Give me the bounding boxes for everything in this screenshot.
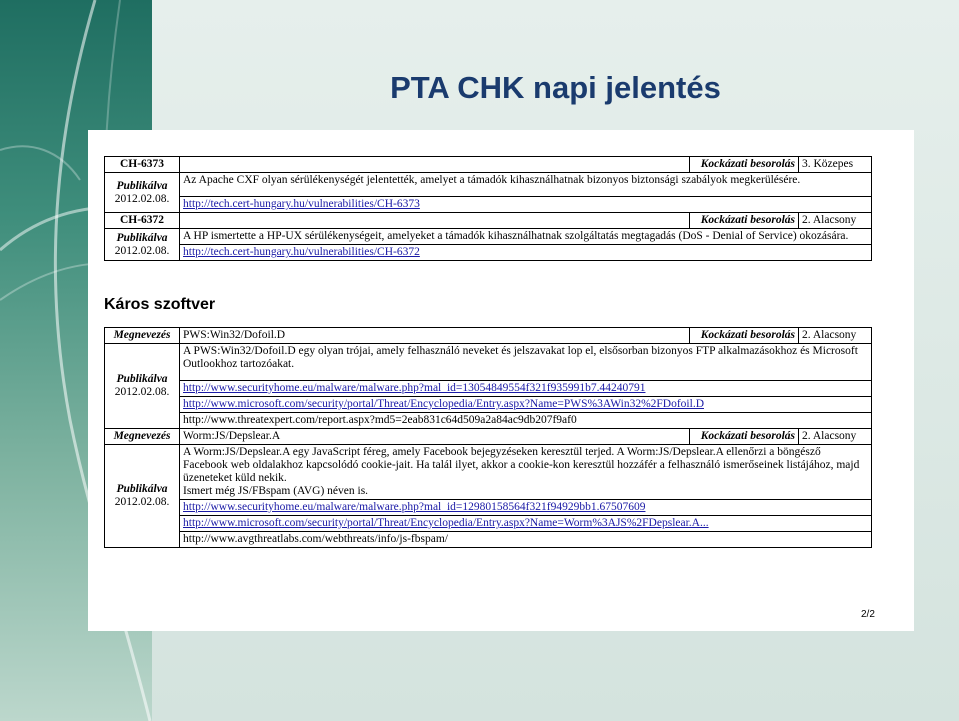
- vuln-description: Az Apache CXF olyan sérülékenységét jelentették, amelyet a támadók kihasználhatnak bizonyos biztonsági szabályok megkerülésére.: [180, 173, 872, 197]
- table-row: [105, 532, 872, 548]
- malware-description-text: A Worm:JS/Depslear.A egy JavaScript féreg, amely Facebook bejegyzéseken keresztül terjed. A Worm:JS/Depslear.A ellenőrzi a böngésző Facebook web oldalakhoz kapcsolódó cookie-jait. Ha talál ilyet, akkor a cookie-kon keresztül hozzáfér a felhasználó ismerőseinek listájához, majd üzeneteket küld nekik.: [183, 446, 860, 484]
- malware-description: [180, 445, 872, 500]
- risk-label: Kockázati besorolás: [690, 213, 799, 229]
- risk-value: 2. Alacsony: [799, 328, 872, 344]
- table-row: [105, 173, 872, 197]
- malware-link[interactable]: http://www.microsoft.com/security/portal/Threat/Encyclopedia/Entry.aspx?Name=Worm%3AJS%2FDepslear.A...: [180, 516, 872, 532]
- name-label: Megnevezés: [105, 429, 180, 445]
- name-label: Megnevezés: [105, 328, 180, 344]
- table-row: [105, 328, 872, 344]
- vulnerability-table: [104, 156, 872, 261]
- table-row: [105, 397, 872, 413]
- table-row: [105, 197, 872, 213]
- table-row: [105, 157, 872, 173]
- risk-value: 3. Közepes: [799, 157, 872, 173]
- published-date: 2012.02.08.: [114, 244, 170, 257]
- published-date: 2012.02.08.: [114, 192, 170, 205]
- malware-link[interactable]: http://www.avgthreatlabs.com/webthreats/info/js-fbspam/: [180, 532, 872, 548]
- published-date: 2012.02.08.: [114, 386, 170, 398]
- table-row: [105, 516, 872, 532]
- published-label: Publikálva: [116, 179, 168, 192]
- published-date: 2012.02.08.: [114, 496, 170, 508]
- malware-link[interactable]: http://www.securityhome.eu/malware/malware.php?mal_id=13054849554f321f935991b7.44240791: [180, 381, 872, 397]
- risk-label: Kockázati besorolás: [690, 328, 799, 344]
- table-row: [105, 213, 872, 229]
- risk-label: Kockázati besorolás: [690, 429, 799, 445]
- malware-name: Worm:JS/Depslear.A: [180, 429, 690, 445]
- published-cell: [105, 344, 180, 429]
- malware-link[interactable]: http://www.securityhome.eu/malware/malware.php?mal_id=12980158564f321f94929bb1.67507609: [180, 500, 872, 516]
- malware-link[interactable]: http://www.threatexpert.com/report.aspx?md5=2eab831c64d509a2a84ac9db207f9af0: [180, 413, 872, 429]
- vuln-link[interactable]: http://tech.cert-hungary.hu/vulnerabilities/CH-6373: [180, 197, 872, 213]
- risk-label: Kockázati besorolás: [690, 157, 799, 173]
- malware-table: [104, 327, 872, 548]
- malware-link[interactable]: http://www.microsoft.com/security/portal/Threat/Encyclopedia/Entry.aspx?Name=PWS%3AWin32%2FDofoil.D: [180, 397, 872, 413]
- malware-description: A PWS:Win32/Dofoil.D egy olyan trójai, amely felhasználó neveket és jelszavakat lop el, elsősorban bizonyos FTP alkalmazásokhoz és Microsoft Outlookhoz tartozóakat.: [180, 344, 872, 381]
- slide-title: PTA CHK napi jelentés: [390, 70, 721, 105]
- malware-section-heading: Káros szoftver: [104, 296, 216, 313]
- published-cell: [105, 445, 180, 548]
- table-row: [105, 445, 872, 500]
- published-cell: [105, 173, 180, 213]
- risk-value: 2. Alacsony: [799, 213, 872, 229]
- table-row: [105, 381, 872, 397]
- published-label: Publikálva: [116, 373, 168, 385]
- published-cell: [105, 229, 180, 261]
- table-row: [105, 245, 872, 261]
- published-label: Publikálva: [116, 483, 168, 495]
- published-label: Publikálva: [116, 231, 168, 244]
- table-row: [105, 229, 872, 245]
- table-row: [105, 344, 872, 381]
- vuln-link[interactable]: http://tech.cert-hungary.hu/vulnerabilities/CH-6372: [180, 245, 872, 261]
- vuln-id: CH-6373: [105, 157, 180, 173]
- table-row: [105, 500, 872, 516]
- malware-alias-text: Ismert még JS/FBspam (AVG) néven is.: [183, 485, 369, 497]
- risk-value: 2. Alacsony: [799, 429, 872, 445]
- vuln-description: A HP ismertette a HP-UX sérülékenységeit, amelyeket a támadók kihasználhatnak szolgáltatás megtagadás (DoS - Denial of Service) okozására.: [180, 229, 872, 245]
- report-document: [88, 130, 914, 631]
- vuln-id: CH-6372: [105, 213, 180, 229]
- page-number: 2/2: [861, 609, 875, 620]
- malware-name: PWS:Win32/Dofoil.D: [180, 328, 690, 344]
- table-row: [105, 413, 872, 429]
- table-row: [105, 429, 872, 445]
